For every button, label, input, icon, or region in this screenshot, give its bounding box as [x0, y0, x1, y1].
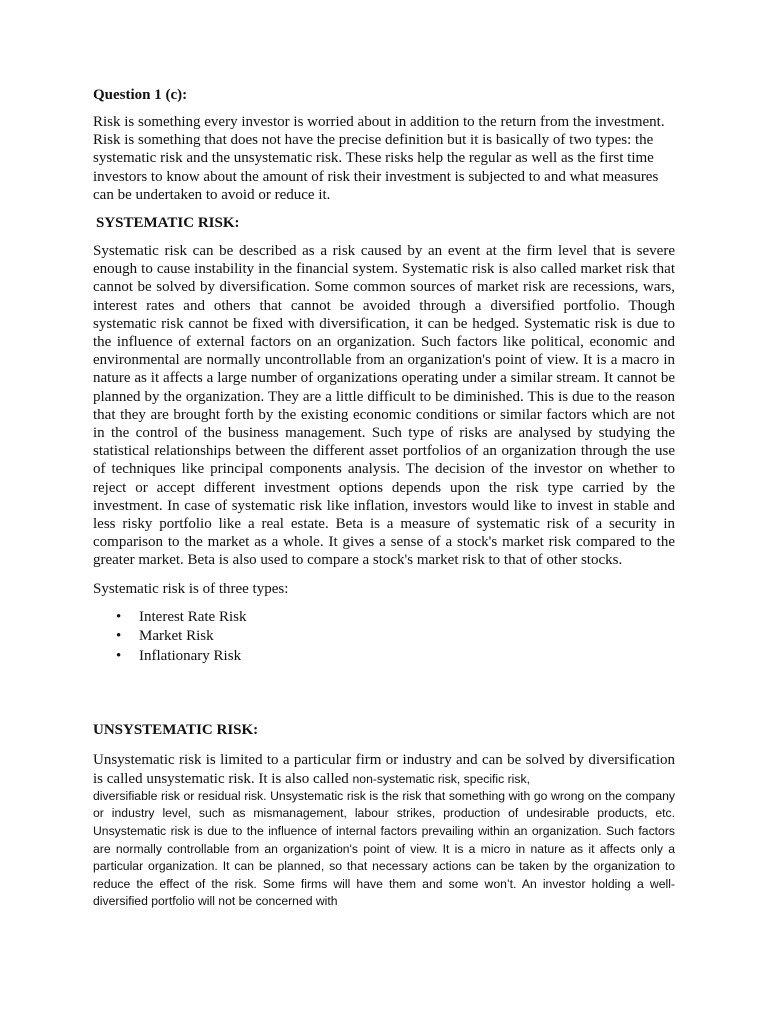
unsystematic-heading: UNSYSTEMATIC RISK: [93, 722, 259, 739]
intro-paragraph: Risk is something every investor is worried about in addition to the return from the investment. Risk is something that does not have the precise definition but it is basically of two types: the systematic risk and the unsystematic risk. These risks help the regular as well as the first time investors to know about the amount of risk their investment is subjected to and what measures can be undertaken to avoid or reduce it. [93, 114, 665, 203]
document-page [93, 86, 675, 911]
risk-types-list [93, 608, 675, 667]
systematic-heading: SYSTEMATIC RISK: [96, 215, 240, 232]
list-item-label: Interest Rate Risk [139, 608, 247, 625]
list-item-label: Market Risk [139, 628, 214, 645]
list-item [93, 647, 675, 667]
list-item [93, 627, 675, 647]
unsystematic-text-start: Unsystematic risk is limited to a particular firm or industry and can be solved by diversification is called unsystematic risk. It is also called [93, 752, 675, 787]
unsystematic-paragraph [93, 751, 675, 911]
bullet-icon: • [116, 647, 122, 664]
systematic-paragraph: Systematic risk can be described as a risk caused by an event at the firm level that is severe enough to cause instability in the financial system. Systematic risk is also called market risk that cannot be solved by diversification. Some common sources of market risk are recessions, wars, interest rates and others that cannot be avoided through a diversified portfolio. Though systematic risk cannot be fixed with diversification, it can be hedged. Systematic risk is due to the influence of external factors on an organization. Such factors like political, economic and environmental are normally uncontrollable from an organization's point of view. It is a macro in nature as it affects a large number of organizations operating under a similar stream. It cannot be planned by the organization. They are a little difficult to be diminished. This is due to the reason that they are brought forth by the existing economic conditions or similar factors which are not in the control of the business management. Such type of risks are analysed by studying the statistical relationships between the different asset portfolios of an organization through the use of techniques like principal components analysis. The decision of the investor on whether to reject or accept different investment options depends upon the risk type carried by the investment. In case of systematic risk like inflation, investors would like to invest in stable and less risky portfolio like a real estate. Beta is a measure of systematic risk of a security in comparison to the market as a whole. It gives a sense of a stock's market risk compared to the greater market. Beta is also used to compare a stock's market risk to that of other stocks. [93, 243, 675, 569]
types-intro: Systematic risk is of three types: [93, 580, 289, 597]
question-title: Question 1 (c): [93, 87, 188, 103]
bullet-icon: • [116, 608, 122, 625]
unsystematic-text-inline: non-systematic risk, specific risk, [352, 771, 530, 786]
unsystematic-text-serif [93, 751, 675, 787]
list-item-label: Inflationary Risk [139, 647, 242, 664]
bullet-icon: • [116, 628, 122, 645]
list-item [93, 608, 675, 628]
unsystematic-text-sans: diversifiable risk or residual risk. Unsystematic risk is the risk that something with go wrong on the company or industry level, such as mismanagement, labour strikes, production of undesirable products, etc. Unsystematic risk is due to the influence of internal factors prevailing within an organization. Such factors are normally controllable from an organization's point of view. It is a micro in nature as it affects only a particular organization. It can be planned, so that necessary actions can be taken by the organization to reduce the effect of the risk. Some firms will have them and some won’t. An investor holding a well-diversified portfolio will not be concerned with [93, 788, 675, 909]
